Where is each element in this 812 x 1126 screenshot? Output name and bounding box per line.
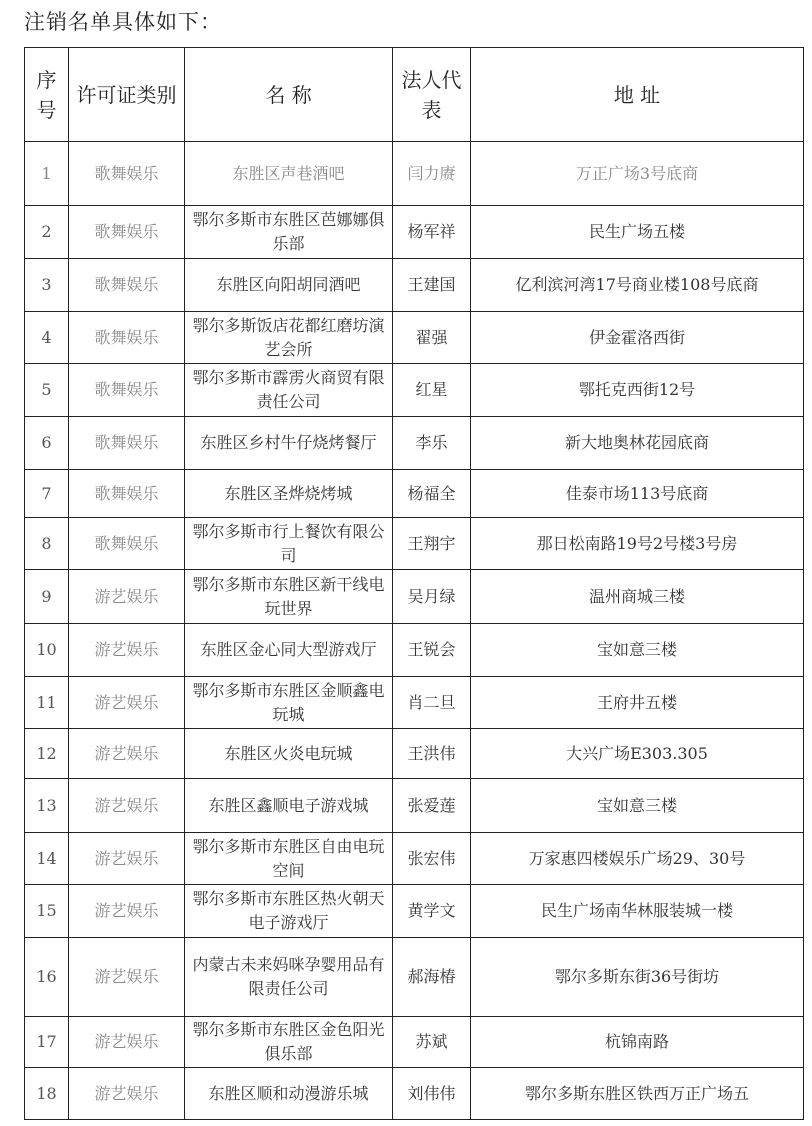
row-category: 游艺娱乐	[69, 624, 185, 677]
row-number: 5	[25, 364, 69, 417]
row-number: 14	[25, 833, 69, 885]
row-name: 东胜区火炎电玩城	[185, 729, 393, 779]
row-representative: 王洪伟	[393, 729, 471, 779]
row-address: 伊金霍洛西街	[471, 312, 804, 364]
row-address: 万正广场3号底商	[471, 142, 804, 206]
header-representative: 法人代表	[393, 48, 471, 142]
row-category: 游艺娱乐	[69, 729, 185, 779]
row-name: 鄂尔多斯市霹雳火商贸有限责任公司	[185, 364, 393, 417]
row-number: 10	[25, 624, 69, 677]
row-category: 游艺娱乐	[69, 779, 185, 833]
row-number: 11	[25, 677, 69, 729]
table-row	[25, 677, 804, 729]
row-category: 游艺娱乐	[69, 1068, 185, 1120]
row-number: 1	[25, 142, 69, 206]
row-name: 鄂尔多斯市东胜区芭娜娜俱乐部	[185, 206, 393, 259]
row-name: 鄂尔多斯市东胜区自由电玩空间	[185, 833, 393, 885]
row-address: 佳泰市场113号底商	[471, 470, 804, 518]
table-row	[25, 938, 804, 1017]
row-representative: 张爱莲	[393, 779, 471, 833]
table-row	[25, 833, 804, 885]
table-row	[25, 518, 804, 570]
row-name: 鄂尔多斯市东胜区热火朝天电子游戏厅	[185, 885, 393, 938]
row-address: 民生广场南华林服装城一楼	[471, 885, 804, 938]
row-address: 新大地奥林花园底商	[471, 417, 804, 470]
row-number: 18	[25, 1068, 69, 1120]
table-row	[25, 779, 804, 833]
header-no: 序号	[25, 48, 69, 142]
cancellation-list-table	[24, 47, 804, 1120]
row-category: 游艺娱乐	[69, 938, 185, 1017]
row-representative: 闫力赓	[393, 142, 471, 206]
row-number: 15	[25, 885, 69, 938]
row-representative: 杨军祥	[393, 206, 471, 259]
row-category: 游艺娱乐	[69, 833, 185, 885]
row-number: 17	[25, 1017, 69, 1068]
row-number: 2	[25, 206, 69, 259]
table-row	[25, 364, 804, 417]
row-address: 大兴广场E303.305	[471, 729, 804, 779]
table-row	[25, 259, 804, 312]
row-name: 东胜区声巷酒吧	[185, 142, 393, 206]
row-name: 鄂尔多斯市东胜区金色阳光俱乐部	[185, 1017, 393, 1068]
row-number: 6	[25, 417, 69, 470]
row-name: 东胜区向阳胡同酒吧	[185, 259, 393, 312]
row-representative: 李乐	[393, 417, 471, 470]
table-row	[25, 142, 804, 206]
table-row	[25, 570, 804, 624]
table-row	[25, 1068, 804, 1120]
row-representative: 王建国	[393, 259, 471, 312]
row-representative: 苏斌	[393, 1017, 471, 1068]
table-row	[25, 624, 804, 677]
row-category: 歌舞娱乐	[69, 142, 185, 206]
row-number: 7	[25, 470, 69, 518]
row-number: 12	[25, 729, 69, 779]
row-address: 鄂尔多斯东街36号街坊	[471, 938, 804, 1017]
row-number: 16	[25, 938, 69, 1017]
row-name: 内蒙古未来妈咪孕婴用品有限责任公司	[185, 938, 393, 1017]
row-representative: 郝海椿	[393, 938, 471, 1017]
row-name: 鄂尔多斯市东胜区新干线电玩世界	[185, 570, 393, 624]
header-address: 地 址	[471, 48, 804, 142]
row-representative: 黄学文	[393, 885, 471, 938]
row-category: 歌舞娱乐	[69, 518, 185, 570]
table-header-row	[25, 48, 804, 142]
table-row	[25, 206, 804, 259]
row-category: 歌舞娱乐	[69, 417, 185, 470]
row-representative: 刘伟伟	[393, 1068, 471, 1120]
row-category: 游艺娱乐	[69, 1017, 185, 1068]
row-representative: 杨福全	[393, 470, 471, 518]
row-number: 3	[25, 259, 69, 312]
table-row	[25, 729, 804, 779]
row-representative: 王翔宇	[393, 518, 471, 570]
row-address: 万家惠四楼娱乐广场29、30号	[471, 833, 804, 885]
row-representative: 肖二旦	[393, 677, 471, 729]
intro-text: 注销名单具体如下：	[24, 10, 222, 34]
row-representative: 吴月绿	[393, 570, 471, 624]
row-name: 鄂尔多斯饭店花都红磨坊演艺会所	[185, 312, 393, 364]
row-address: 王府井五楼	[471, 677, 804, 729]
table-row	[25, 1017, 804, 1068]
row-address: 鄂托克西街12号	[471, 364, 804, 417]
row-address: 温州商城三楼	[471, 570, 804, 624]
row-name: 东胜区乡村牛仔烧烤餐厅	[185, 417, 393, 470]
row-name: 东胜区鑫顺电子游戏城	[185, 779, 393, 833]
row-category: 歌舞娱乐	[69, 206, 185, 259]
row-number: 4	[25, 312, 69, 364]
row-name: 东胜区金心同大型游戏厅	[185, 624, 393, 677]
row-address: 鄂尔多斯东胜区铁西万正广场五	[471, 1068, 804, 1120]
header-category: 许可证类别	[69, 48, 185, 142]
row-category: 歌舞娱乐	[69, 312, 185, 364]
row-name: 鄂尔多斯市东胜区金顺鑫电玩城	[185, 677, 393, 729]
row-category: 游艺娱乐	[69, 570, 185, 624]
table-row	[25, 312, 804, 364]
row-representative: 张宏伟	[393, 833, 471, 885]
row-representative: 王锐会	[393, 624, 471, 677]
row-number: 9	[25, 570, 69, 624]
row-category: 歌舞娱乐	[69, 364, 185, 417]
row-address: 那日松南路19号2号楼3号房	[471, 518, 804, 570]
row-category: 歌舞娱乐	[69, 259, 185, 312]
row-number: 8	[25, 518, 69, 570]
table-body	[25, 142, 804, 1120]
table-row	[25, 470, 804, 518]
row-representative: 翟强	[393, 312, 471, 364]
row-representative: 红星	[393, 364, 471, 417]
row-number: 13	[25, 779, 69, 833]
row-address: 杭锦南路	[471, 1017, 804, 1068]
row-address: 亿利滨河湾17号商业楼108号底商	[471, 259, 804, 312]
row-address: 宝如意三楼	[471, 624, 804, 677]
table-row	[25, 417, 804, 470]
row-name: 东胜区顺和动漫游乐城	[185, 1068, 393, 1120]
header-name: 名 称	[185, 48, 393, 142]
table-row	[25, 885, 804, 938]
row-category: 游艺娱乐	[69, 677, 185, 729]
row-address: 民生广场五楼	[471, 206, 804, 259]
row-address: 宝如意三楼	[471, 779, 804, 833]
row-name: 东胜区圣烨烧烤城	[185, 470, 393, 518]
row-name: 鄂尔多斯市行上餐饮有限公司	[185, 518, 393, 570]
row-category: 歌舞娱乐	[69, 470, 185, 518]
row-category: 游艺娱乐	[69, 885, 185, 938]
